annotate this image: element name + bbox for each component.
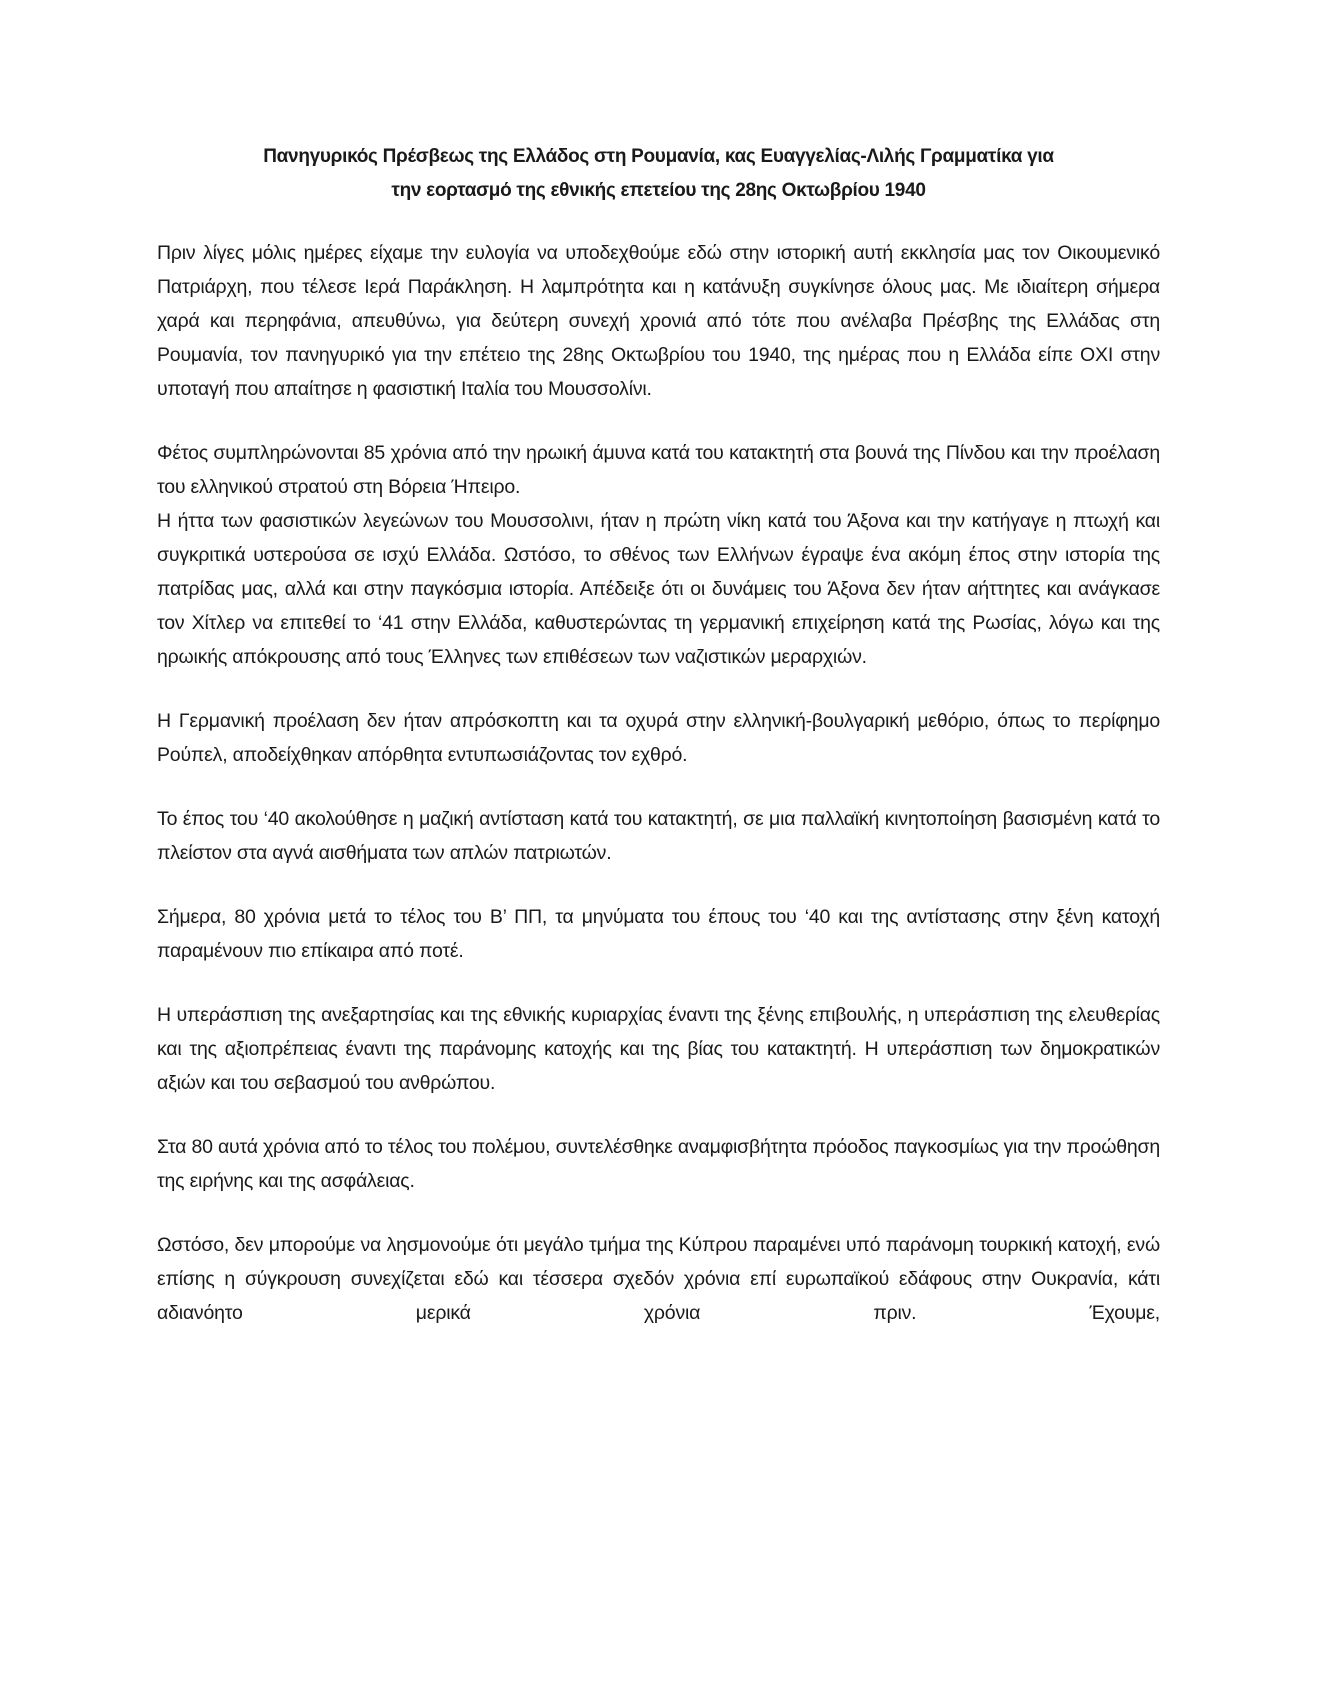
- title-line-2: την εορτασμό της εθνικής επετείου της 28ης Οκτωβρίου 1940: [391, 180, 926, 201]
- paragraph-4: Η Γερμανική προέλαση δεν ήταν απρόσκοπτη και τα οχυρά στην ελληνική-βουλγαρική μεθόριο, όπως το περίφημο Ρούπελ, αποδείχθηκαν απόρθητα εντυπωσιάζοντας τον εχθρό.: [157, 710, 1160, 766]
- document-title: [157, 140, 1160, 208]
- paragraph-1: Πριν λίγες μόλις ημέρες είχαμε την ευλογία να υποδεχθούμε εδώ στην ιστορική αυτή εκκλησία μας τον Οικουμενικό Πατριάρχη, που τέλεσε Ιερά Παράκληση. Η λαμπρότητα και η κατάνυξη συγκίνησε όλους μας. Με ιδιαίτερη σήμερα χαρά και περηφάνια, απευθύνω, για δεύτερη συνεχή χρονιά από τότε που ανέλαβα Πρέσβης της Ελλάδας στη Ρουμανία, τον πανηγυρικό για την επέτειο της 28ης Οκτωβρίου του 1940, της ημέρας που η Ελλάδα είπε ΟΧΙ στην υποταγή που απαίτησε η φασιστική Ιταλία του Μουσσολίνι.: [157, 242, 1160, 400]
- paragraph-9: Ωστόσο, δεν μπορούμε να λησμονούμε ότι μεγάλο τμήμα της Κύπρου παραμένει υπό παράνομη τουρκική κατοχή, ενώ επίσης η σύγκρουση συνεχίζεται εδώ και τέσσερα σχεδόν χρόνια επί ευρωπαϊκού εδάφους στην Ουκρανία, κάτι αδιανόητο μερικά χρόνια πριν. Έχουμε,: [157, 1234, 1160, 1324]
- document-page: [157, 140, 1160, 1360]
- paragraph-6: Σήμερα, 80 χρόνια μετά το τέλος του Β’ ΠΠ, τα μηνύματα του έπους του ‘40 και της αντίστασης στην ξένη κατοχή παραμένουν πιο επίκαιρα από ποτέ.: [157, 906, 1160, 962]
- paragraph-2: Φέτος συμπληρώνονται 85 χρόνια από την ηρωική άμυνα κατά του κατακτητή στα βουνά της Πίνδου και την προέλαση του ελληνικού στρατού στη Βόρεια Ήπειρο.: [157, 442, 1160, 498]
- paragraph-7: Η υπεράσπιση της ανεξαρτησίας και της εθνικής κυριαρχίας έναντι της ξένης επιβουλής, η υπεράσπιση της ελευθερίας και της αξιοπρέπειας έναντι της παράνομης κατοχής και της βίας του κατακτητή. Η υπεράσπιση των δημοκρατικών αξιών και του σεβασμού του ανθρώπου.: [157, 1004, 1160, 1094]
- paragraph-8: Στα 80 αυτά χρόνια από το τέλος του πολέμου, συντελέσθηκε αναμφισβήτητα πρόοδος παγκοσμίως για την προώθηση της ειρήνης και της ασφάλειας.: [157, 1136, 1160, 1192]
- paragraph-5: Το έπος του ‘40 ακολούθησε η μαζική αντίσταση κατά του κατακτητή, σε μια παλλαϊκή κινητοποίηση βασισμένη κατά το πλείστον στα αγνά αισθήματα των απλών πατριωτών.: [157, 808, 1160, 864]
- paragraph-3: Η ήττα των φασιστικών λεγεώνων του Μουσσολινι, ήταν η πρώτη νίκη κατά του Άξονα και την κατήγαγε η πτωχή και συγκριτικά υστερούσα σε ισχύ Ελλάδα. Ωστόσο, το σθένος των Ελλήνων έγραψε ένα ακόμη έπος στην ιστορία της πατρίδας μας, αλλά και στην παγκόσμια ιστορία. Απέδειξε ότι οι δυνάμεις του Άξονα δεν ήταν αήττητες και ανάγκασε τον Χίτλερ να επιτεθεί το ‘41 στην Ελλάδα, καθυστερώντας τη γερμανική επιχείρηση κατά της Ρωσίας, λόγω και της ηρωικής απόκρουσης από τους Έλληνες των επιθέσεων των ναζιστικών μεραρχιών.: [157, 510, 1160, 668]
- title-line-1: Πανηγυρικός Πρέσβεως της Ελλάδος στη Ρουμανία, κας Ευαγγελίας-Λιλής Γραμματίκα για: [263, 146, 1054, 167]
